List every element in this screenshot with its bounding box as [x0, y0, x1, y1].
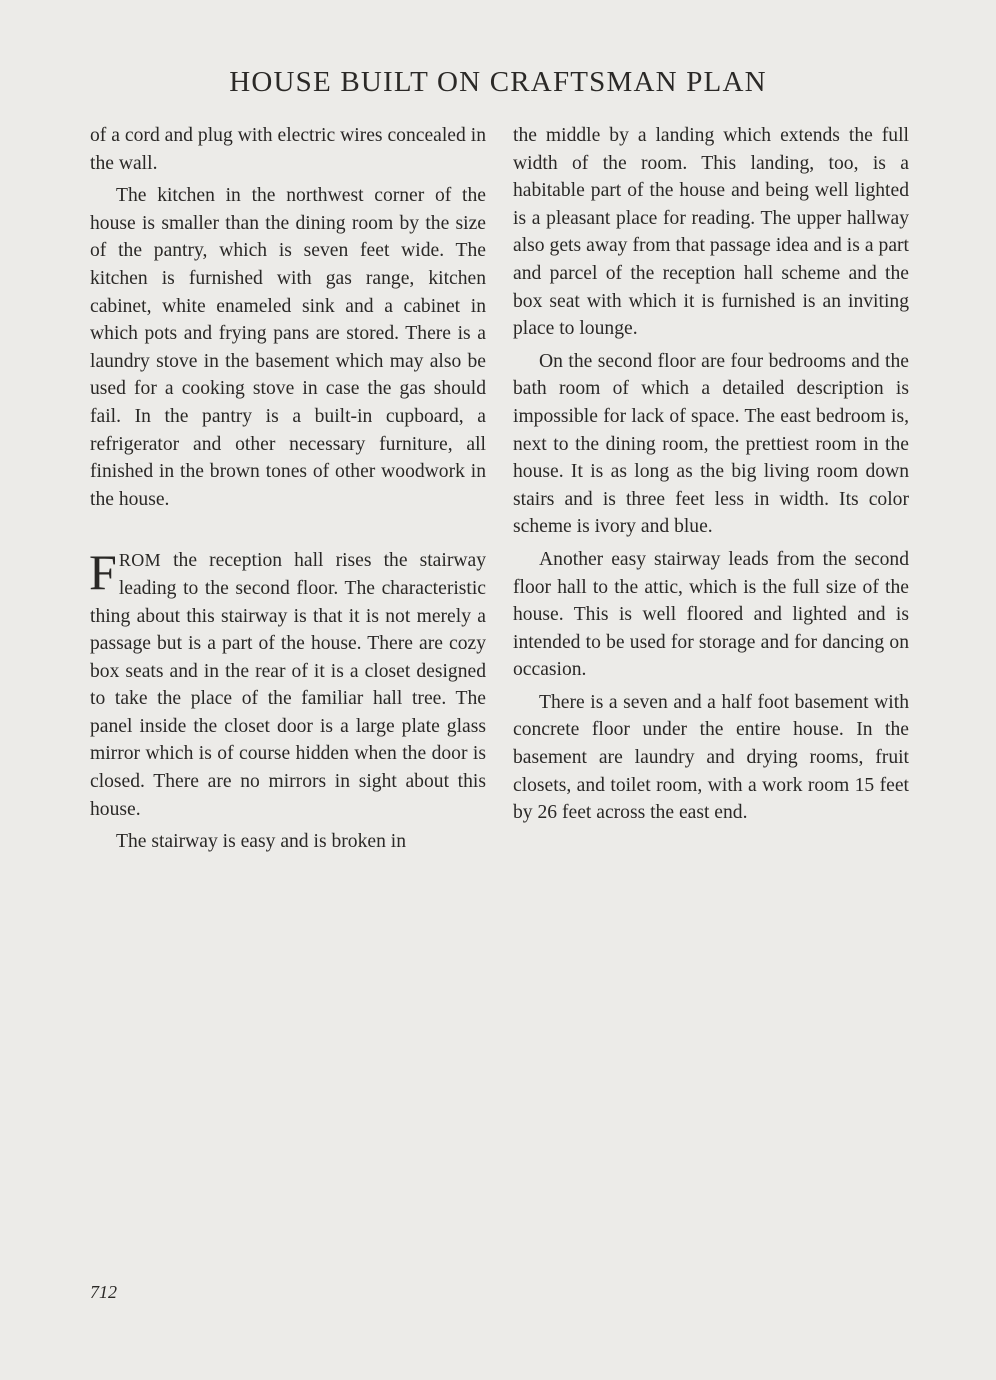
paragraph-second-floor: On the second floor are four bedrooms and the bath room of which a detailed description is impossible for lack of space. The east bedroom is, next to the dining room, the prettiest room in the house. It is as long as the big living room down stairs and is three feet less in width. Its color scheme is ivory and blue. [513, 350, 909, 538]
small-caps-lead: ROM [118, 550, 162, 571]
paragraph-stairway-text: the reception hall rises the stairway leading to the second floor. The characteristic thing about this stairway is that it is not merely a passage but is a part of the house. There are cozy box seats and in the rear of it is a closet designed to take the place of the familiar hall tree. The panel inside the closet door is a large plate glass mirror which is of course hidden when the door is closed. There are no mirrors in sight about this house. [90, 550, 486, 820]
drop-cap: F [89, 544, 117, 601]
page-title: HOUSE BUILT ON CRAFTSMAN PLAN [229, 66, 767, 98]
right-column [513, 122, 909, 832]
paragraph-stairway [89, 544, 486, 823]
paragraph-landing: the middle by a landing which extends the full width of the room. This landing, too, is a habitable part of the house and being well lighted is a pleasant place for reading. The upper hallway also gets away from that passage idea and is a part and parcel of the reception hall scheme and the box seat with which it is furnished is an inviting place to lounge. [513, 125, 909, 340]
paragraph-kitchen: The kitchen in the northwest corner of the house is smaller than the dining room by the size of the pantry, which is seven feet wide. The kitchen is furnished with gas range, kitchen cabinet, white enameled sink and a cabinet in which pots and frying pans are stored. There is a laundry stove in the basement which may also be used for a cooking stove in case the gas should fail. In the pantry is a built-in cupboard, a refrigerator and other necessary furniture, all finished in the brown tones of other woodwork in the house. [90, 185, 486, 510]
paragraph-attic: Another easy stairway leads from the second floor hall to the attic, which is the full size of the house. This is well floored and lighted and is intended to be used for storage and for dancing on occasion. [513, 548, 909, 681]
paragraph-continued: of a cord and plug with electric wires concealed in the wall. [90, 125, 486, 174]
paragraph-stairway-easy: The stairway is easy and is broken in [116, 831, 407, 853]
left-column [90, 122, 486, 861]
page-number: 712 [90, 1282, 117, 1302]
paragraph-basement: There is a seven and a half foot basement with concrete floor under the entire house. In the basement are laundry and drying rooms, fruit closets, and toilet room, with a work room 15 feet by 26 feet across the east end. [513, 691, 909, 824]
